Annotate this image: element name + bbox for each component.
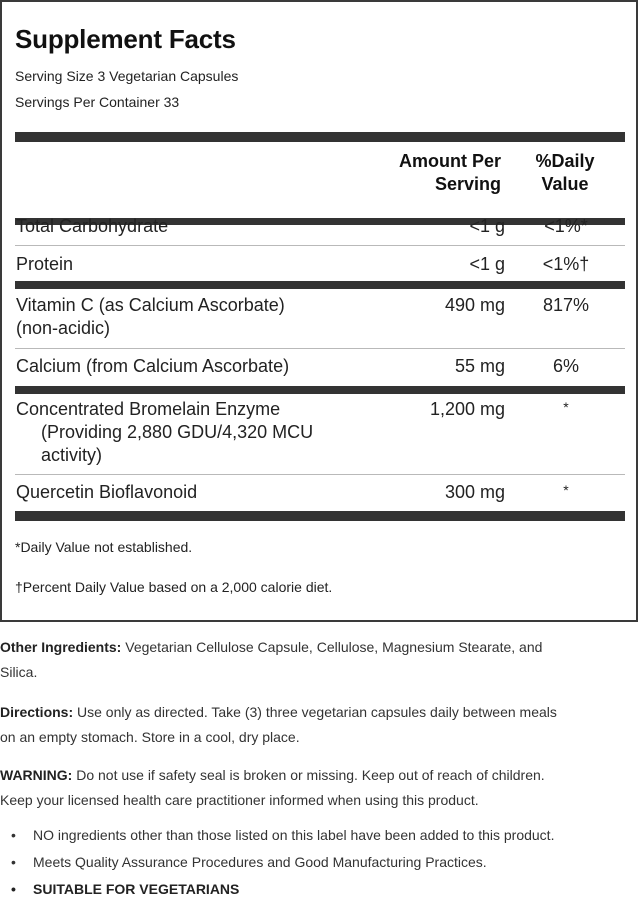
nutrient-daily-value: * [563, 399, 569, 415]
facts-title: Supplement Facts [15, 24, 236, 54]
nutrient-name: Quercetin Bioflavonoid [16, 482, 198, 502]
directions-text: Use only as directed. Take (3) three vegetarian capsules daily between meals [73, 704, 557, 720]
nutrient-name: Total Carbohydrate [16, 216, 169, 236]
nutrient-name-line2: (non-acidic) [16, 318, 111, 338]
nutrient-amount: 490 mg [444, 295, 505, 315]
nutrient-amount: 1,200 mg [429, 399, 505, 419]
thick-divider [15, 132, 625, 142]
other-ingredients [0, 635, 630, 685]
header-amount-line1: Amount Per [398, 151, 501, 171]
other-ingredients-text-line2: Silica. [0, 664, 38, 680]
thick-divider [15, 511, 625, 521]
nutrient-name [16, 398, 376, 467]
directions-label: Directions: [0, 704, 74, 720]
thick-divider [15, 386, 625, 394]
serving-size: Serving Size 3 Vegetarian Capsules [15, 68, 239, 84]
header-dv-line2: Value [541, 174, 589, 194]
nutrient-daily-value: * [563, 482, 569, 498]
bullet-icon: • [11, 827, 16, 843]
other-ingredients-text: Vegetarian Cellulose Capsule, Cellulose, Magnesium Stearate, and [121, 639, 543, 655]
nutrient-name: Calcium (from Calcium Ascorbate) [16, 356, 290, 376]
warning-text-line2: Keep your licensed health care practitioner informed when using this product. [0, 792, 479, 808]
nutrient-amount: 300 mg [444, 482, 505, 502]
row-divider [15, 245, 625, 246]
nutrient-daily-value: <1%* [544, 216, 588, 236]
list-item [0, 822, 554, 849]
nutrient-daily-value: 6% [552, 356, 579, 376]
list-item [0, 849, 554, 876]
servings-per-container: Servings Per Container 33 [15, 94, 180, 110]
nutrient-daily-value: <1%† [542, 254, 590, 274]
thick-divider [15, 281, 625, 289]
warning [0, 763, 630, 813]
product-claims-list [0, 822, 554, 903]
nutrient-daily-value: 817% [542, 295, 590, 315]
column-header-amount [341, 150, 501, 196]
directions [0, 700, 630, 750]
footnote-calorie-diet: †Percent Daily Value based on a 2,000 calorie diet. [15, 579, 333, 595]
nutrient-amount: <1 g [469, 254, 505, 274]
other-ingredients-label: Other Ingredients: [0, 639, 122, 655]
column-header-daily-value [524, 150, 606, 196]
nutrient-name: Protein [16, 254, 74, 274]
list-item-text: SUITABLE FOR VEGETARIANS [33, 881, 240, 897]
header-dv-line1: %Daily [535, 151, 595, 171]
warning-label: WARNING: [0, 767, 73, 783]
row-divider [15, 474, 625, 475]
header-amount-line2: Serving [434, 174, 501, 194]
nutrient-name [16, 294, 376, 340]
list-item-text: Meets Quality Assurance Procedures and Good Manufacturing Practices. [33, 854, 487, 870]
bullet-icon: • [11, 854, 16, 870]
footnote-daily-value-not-established: *Daily Value not established. [15, 539, 193, 555]
nutrient-name-line3: activity) [41, 445, 103, 465]
list-item [0, 876, 554, 903]
nutrient-name-line1: Vitamin C (as Calcium Ascorbate) [16, 295, 285, 315]
nutrient-amount: 55 mg [454, 356, 505, 376]
directions-text-line2: on an empty stomach. Store in a cool, dry place. [0, 729, 300, 745]
bullet-icon: • [11, 881, 16, 897]
warning-text: Do not use if safety seal is broken or missing. Keep out of reach of children. [72, 767, 545, 783]
nutrient-name-line2: (Providing 2,880 GDU/4,320 MCU [41, 422, 314, 442]
nutrient-name-line1: Concentrated Bromelain Enzyme [16, 399, 281, 419]
list-item-text: NO ingredients other than those listed on this label have been added to this product. [33, 827, 555, 843]
nutrient-amount: <1 g [469, 216, 505, 236]
row-divider [15, 348, 625, 349]
